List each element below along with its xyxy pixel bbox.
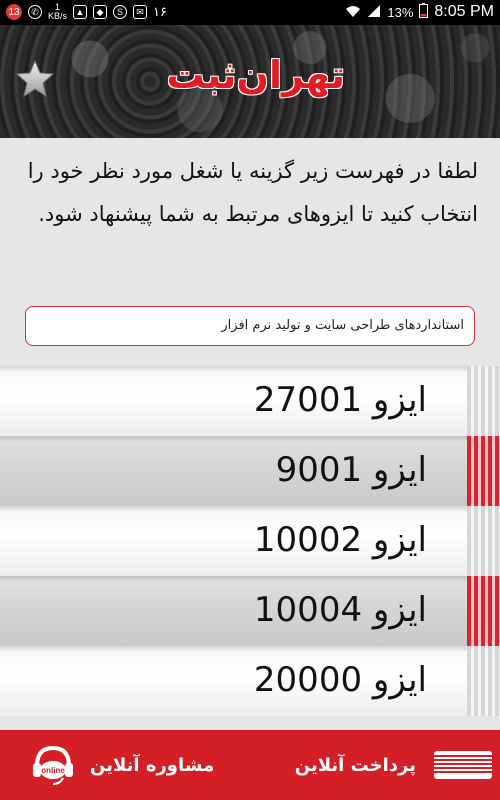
app-header xyxy=(0,25,500,138)
status-right xyxy=(345,3,494,21)
headset-badge-text: online xyxy=(41,766,65,775)
status-left xyxy=(6,3,167,21)
network-speed xyxy=(48,3,67,21)
item-marker xyxy=(467,506,500,576)
dropbox-icon: ◆ xyxy=(93,5,107,19)
network-speed-value: 1 xyxy=(55,2,61,12)
list-item[interactable] xyxy=(0,506,500,576)
status-bar xyxy=(0,0,500,25)
list-item[interactable] xyxy=(0,366,500,436)
credit-card-icon xyxy=(434,751,492,779)
app-logo xyxy=(155,53,345,103)
iso-label: ایزو 10004 xyxy=(253,590,427,630)
intro-text: لطفا در فهرست زیر گزینه یا شغل مورد نظر خود را انتخاب کنید تا ایزوهای مرتبط به شما پیشنهاد شود. xyxy=(27,159,478,226)
item-marker xyxy=(467,646,500,716)
online-payment-label: پرداخت آنلاین xyxy=(294,754,416,776)
iso-label: ایزو 20000 xyxy=(253,660,427,700)
signal-icon xyxy=(367,4,381,21)
item-marker xyxy=(467,576,500,646)
logo-text: تهران‌ثبت xyxy=(166,53,345,97)
notification-badge: 13 xyxy=(6,4,22,20)
battery-percent: 13% xyxy=(387,4,414,20)
image-icon: ▲ xyxy=(73,5,87,19)
network-speed-unit: KB/s xyxy=(48,11,68,21)
clock: 8:05 PM xyxy=(434,3,494,20)
iso-list xyxy=(0,366,500,700)
iso-label: ایزو 9001 xyxy=(275,450,427,490)
wifi-icon xyxy=(345,4,361,21)
item-marker xyxy=(467,366,500,436)
skype-icon: S xyxy=(113,5,127,19)
network-label: ۱۶ xyxy=(153,4,167,19)
category-select-field[interactable]: استانداردهای طراحی سایت و تولید نرم افزار xyxy=(25,306,475,346)
iso-label: ایزو 10002 xyxy=(253,520,427,560)
mail-icon: ✉ xyxy=(133,5,147,19)
iso-label: ایزو 27001 xyxy=(253,380,427,420)
star-icon[interactable] xyxy=(15,59,55,99)
item-marker xyxy=(467,436,500,506)
bottom-bar xyxy=(0,730,500,800)
whatsapp-icon: ✆ xyxy=(28,5,42,19)
headset-icon xyxy=(30,742,76,788)
online-consult-label: مشاوره آنلاین xyxy=(90,754,215,776)
battery-icon xyxy=(419,3,428,21)
list-item[interactable] xyxy=(0,436,500,506)
list-item[interactable] xyxy=(0,576,500,646)
online-consult-button[interactable] xyxy=(30,730,214,800)
list-item[interactable] xyxy=(0,646,500,716)
online-payment-button[interactable] xyxy=(295,730,492,800)
